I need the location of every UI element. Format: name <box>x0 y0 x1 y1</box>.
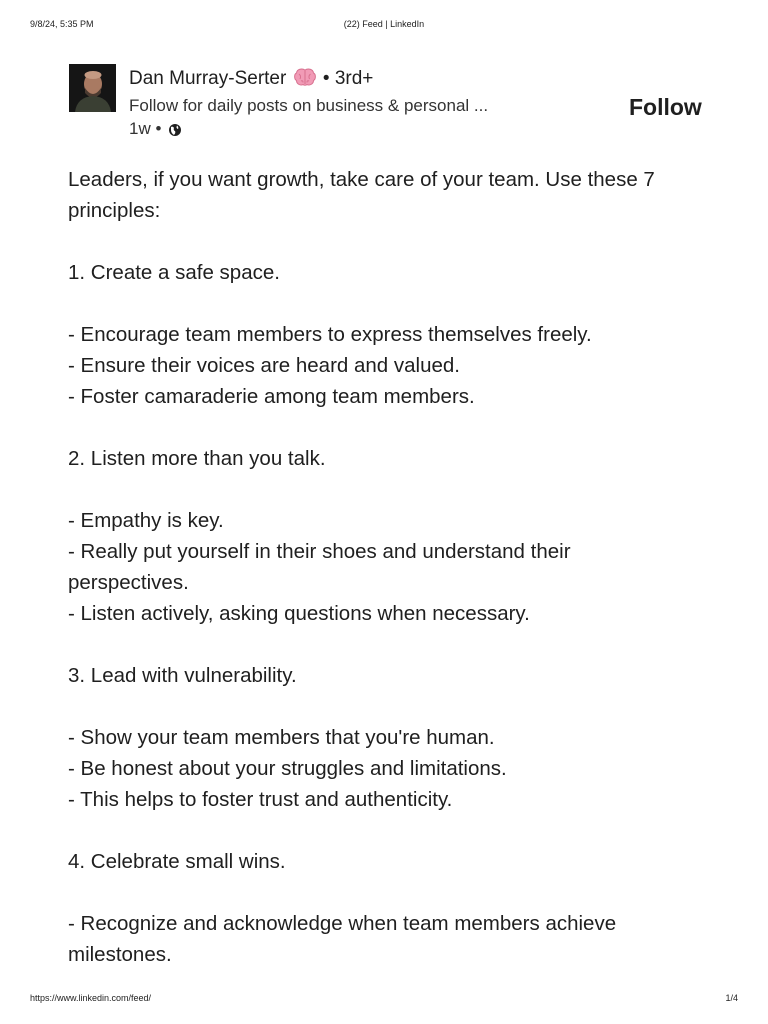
post-body-line: - Recognize and acknowledge when team members achieve <box>68 912 617 935</box>
post-body-line: 1. Create a safe space. <box>68 261 280 284</box>
post-body-line: - Show your team members that you're human. <box>68 726 495 749</box>
brain-icon <box>294 68 316 95</box>
post-time: 1w • <box>129 119 162 138</box>
post-body-line <box>68 629 718 660</box>
post-body-line <box>68 226 718 257</box>
print-page-number: 1/4 <box>725 993 738 1003</box>
post-body-line: 2. Listen more than you talk. <box>68 447 326 470</box>
author-name[interactable]: Dan Murray-Serter <box>129 68 287 89</box>
post-body-line: - Listen actively, asking questions when necessary. <box>68 602 530 625</box>
post-body-line: - Be honest about your struggles and limitations. <box>68 757 507 780</box>
post-body-line: principles: <box>68 199 161 222</box>
author-headline: Follow for daily posts on business & personal ... <box>129 96 489 115</box>
post-body-line <box>68 815 718 846</box>
post-body-line: - This helps to foster trust and authenticity. <box>68 788 453 811</box>
post-body-line: - Really put yourself in their shoes and understand their <box>68 540 571 563</box>
post-body-line <box>68 412 718 443</box>
post-body-line <box>68 288 718 319</box>
post-body-line: - Foster camaraderie among team members. <box>68 385 475 408</box>
post-body-line: milestones. <box>68 943 172 966</box>
avatar[interactable] <box>69 64 116 112</box>
post-body-line: 3. Lead with vulnerability. <box>68 664 297 687</box>
print-header <box>0 19 768 33</box>
feed-post <box>68 62 718 970</box>
post-actor <box>68 62 718 152</box>
post-body-line <box>68 691 718 722</box>
globe-icon <box>168 120 182 144</box>
print-date: 9/8/24, 5:35 PM <box>30 19 94 29</box>
post-body-line: - Ensure their voices are heard and valued. <box>68 354 461 377</box>
post-body-line <box>68 877 718 908</box>
author-line <box>129 66 569 95</box>
post-body-line: perspectives. <box>68 571 189 594</box>
print-url: https://www.linkedin.com/feed/ <box>30 993 152 1003</box>
print-footer <box>0 993 768 1007</box>
connection-degree: • 3rd+ <box>322 68 374 89</box>
follow-button[interactable]: Follow <box>629 94 702 120</box>
print-page-title: (22) Feed | LinkedIn <box>343 19 425 29</box>
post-body-line: - Encourage team members to express themselves freely. <box>68 323 592 346</box>
post-timestamp <box>129 117 569 144</box>
actor-meta <box>129 66 569 144</box>
post-body-line: Leaders, if you want growth, take care of your team. Use these 7 <box>68 168 655 191</box>
post-body-line: - Empathy is key. <box>68 509 224 532</box>
post-body-line <box>68 474 718 505</box>
post-body <box>68 164 718 970</box>
post-body-line: 4. Celebrate small wins. <box>68 850 286 873</box>
